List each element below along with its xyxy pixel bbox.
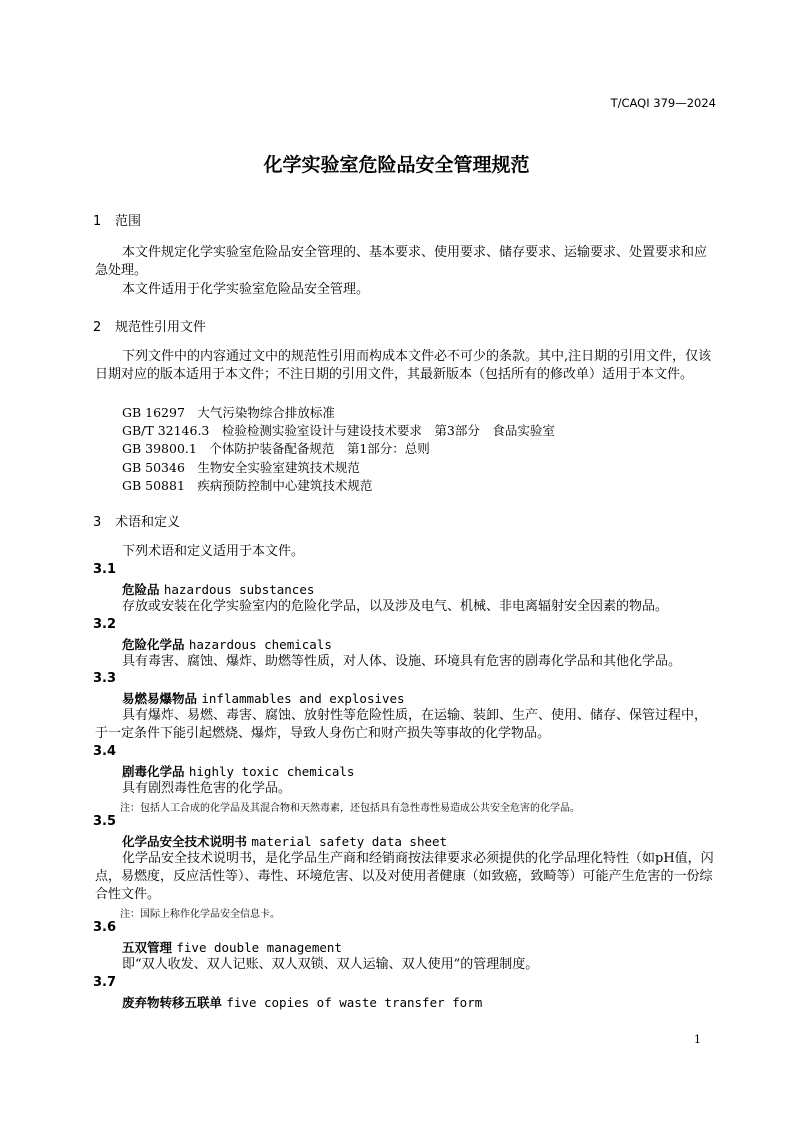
reference-item: GB 16297 大气污染物综合排放标准	[122, 405, 335, 420]
term-zh: 剧毒化学品	[122, 764, 185, 779]
term-heading	[122, 580, 314, 598]
clause-number: 3.6	[93, 920, 117, 935]
term-heading	[122, 689, 405, 707]
term-en: five copies of waste transfer form	[226, 995, 483, 1010]
reference-item: GB 50346 生物安全实验室建筑技术规范	[122, 460, 360, 475]
term-heading	[122, 993, 482, 1011]
section-number: 3	[93, 515, 102, 530]
term-definition: 化学品安全技术说明书，是化学品生产商和经销商按法律要求必须提供的化学品理化特性（如pH值，闪点，易燃度，反应活性等）、毒性、环境危害、以及对使用者健康（如致癌，致畸等）可能产生危害的一份综合性文件。	[95, 851, 714, 902]
reference-item: GB 50881 疾病预防控制中心建筑技术规范	[122, 478, 373, 493]
section-2-heading	[93, 316, 206, 335]
paragraph: 本文件规定化学实验室危险品安全管理的、基本要求、使用要求、储存要求、运输要求、处置要求和应急处理。	[95, 245, 708, 278]
term-heading	[122, 762, 354, 780]
term-en: inflammables and explosives	[201, 691, 405, 706]
term-heading	[122, 832, 447, 850]
term-definition: 存放或安装在化学实验室内的危险化学品，以及涉及电气、机械、非电离辐射安全因素的物品。	[122, 599, 669, 614]
section-1-heading	[93, 210, 141, 229]
term-en: material safety data sheet	[251, 834, 448, 849]
clause-number: 3.5	[93, 814, 117, 829]
clause-number: 3.3	[93, 671, 117, 686]
term-heading	[122, 635, 332, 653]
clause-number: 3.4	[93, 744, 117, 759]
paragraph: 下列文件中的内容通过文中的规范性引用而构成本文件必不可少的条款。其中,注日期的引用文件，仅该日期对应的版本适用于本文件；不注日期的引用文件，其最新版本（包括所有的修改单）适用于本文件。	[95, 349, 712, 382]
term-en: five double management	[176, 940, 342, 955]
term-en: hazardous substances	[163, 582, 315, 597]
term-zh: 易燃易爆物品	[122, 691, 198, 706]
term-en: hazardous chemicals	[188, 637, 332, 652]
term-en: highly toxic chemicals	[188, 764, 355, 779]
paragraph: 下列术语和定义适用于本文件。	[122, 544, 305, 559]
section-title: 术语和定义	[115, 515, 181, 530]
term-definition: 具有毒害、腐蚀、爆炸、助燃等性质，对人体、设施、环境具有危害的剧毒化学品和其他化学品。	[122, 654, 682, 669]
document-title: 化学实验室危险品安全管理规范	[263, 154, 530, 176]
paragraph: 本文件适用于化学实验室危险品安全管理。	[122, 282, 370, 297]
term-note: 注：包括人工合成的化学品及其混合物和天然毒素，还包括具有急性毒性易造成公共安全危害的化学品。	[120, 803, 580, 814]
section-number: 2	[93, 320, 102, 335]
term-definition: 具有爆炸、易燃、毒害、腐蚀、放射性等危险性质，在运输、装卸、生产、使用、储存、保管过程中，于一定条件下能引起燃烧、爆炸，导致人身伤亡和财产损失等事故的化学物品。	[95, 708, 708, 741]
term-note: 注：国际上称作化学品安全信息卡。	[120, 909, 280, 920]
clause-number: 3.7	[93, 975, 117, 990]
section-number: 1	[93, 214, 102, 229]
term-definition: 具有剧烈毒性危害的化学品。	[122, 781, 292, 796]
reference-item: GB/T 32146.3 检验检测实验室设计与建设技术要求 第3部分 食品实验室	[122, 423, 555, 438]
clause-number: 3.1	[93, 562, 117, 577]
term-zh: 危险化学品	[122, 637, 185, 652]
section-title: 规范性引用文件	[115, 320, 207, 335]
document-number: T/CAQI 379—2024	[610, 96, 716, 110]
term-heading	[122, 938, 342, 956]
reference-item: GB 39800.1 个体防护装备配备规范 第1部分：总则	[122, 441, 430, 456]
section-title: 范围	[115, 214, 142, 229]
term-zh: 五双管理	[122, 940, 173, 955]
term-zh: 废弃物转移五联单	[122, 995, 223, 1010]
clause-number: 3.2	[93, 617, 117, 632]
term-zh: 危险品	[122, 582, 160, 597]
term-definition: 即“双人收发、双人记账、双人双锁、双人运输、双人使用”的管理制度。	[122, 957, 539, 972]
section-3-heading	[93, 511, 180, 530]
term-zh: 化学品安全技术说明书	[122, 834, 248, 849]
page-number: 1	[694, 1033, 701, 1046]
